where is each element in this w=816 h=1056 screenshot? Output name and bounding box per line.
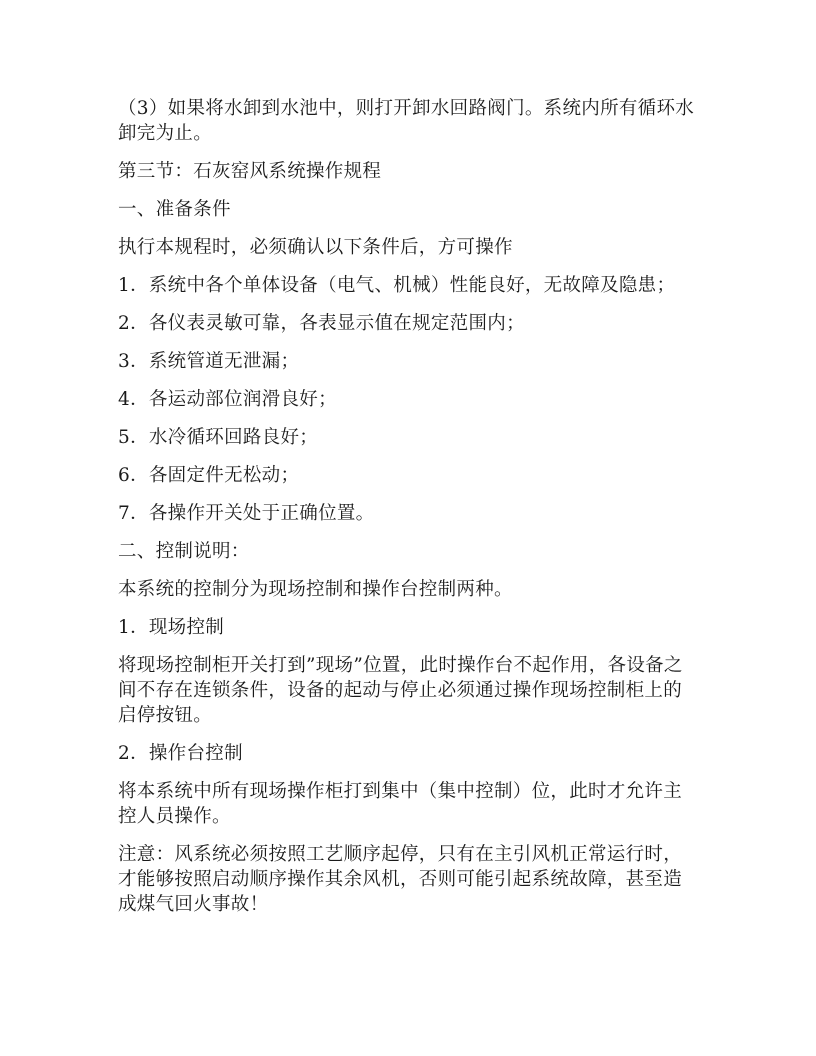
subheading-preparation-conditions: 一、准备条件	[118, 199, 231, 220]
list-item-condition-2: 2．各仪表灵敏可靠，各表显示值在规定范围内；	[118, 313, 525, 334]
paragraph-local-control-detail: 将现场控制柜开关打到”现场”位置，此时操作台不起作用，各设备之间不存在连锁条件，设备的起动与停止必须通过操作现场控制柜上的启停按钮。	[118, 655, 683, 726]
list-item-condition-6: 6．各固定件无松动；	[118, 465, 300, 486]
list-item-condition-5: 5．水冷循环回路良好；	[118, 427, 319, 448]
paragraph-prerequisite-intro: 执行本规程时，必须确认以下条件后，方可操作	[118, 237, 513, 258]
paragraph-caution-note: 注意：风系统必须按照工艺顺序起停，只有在主引风机正常运行时，才能够按照启动顺序操作其余风机，否则可能引起系统故障，甚至造成煤气回火事故！	[118, 844, 683, 915]
list-item-console-control: 2．操作台控制	[118, 743, 243, 764]
list-item-condition-1: 1．系统中各个单体设备（电气、机械）性能良好，无故障及隐患；	[118, 275, 676, 296]
subheading-control-description: 二、控制说明：	[118, 541, 250, 562]
paragraph-drain-step-3: （3）如果将水卸到水池中，则打开卸水回路阀门。系统内所有循环水卸完为止。	[118, 98, 695, 144]
section-heading-lime-kiln-air-system: 第三节：石灰窑风系统操作规程	[118, 161, 382, 182]
list-item-local-control: 1．现场控制	[118, 617, 225, 638]
list-item-condition-7: 7．各操作开关处于正确位置。	[118, 503, 375, 524]
document-page	[118, 96, 698, 930]
list-item-condition-3: 3．系统管道无泄漏；	[118, 351, 300, 372]
paragraph-control-modes: 本系统的控制分为现场控制和操作台控制两种。	[118, 579, 513, 600]
paragraph-console-control-detail: 将本系统中所有现场操作柜打到集中（集中控制）位，此时才允许主控人员操作。	[118, 781, 683, 827]
list-item-condition-4: 4．各运动部位润滑良好；	[118, 389, 337, 410]
